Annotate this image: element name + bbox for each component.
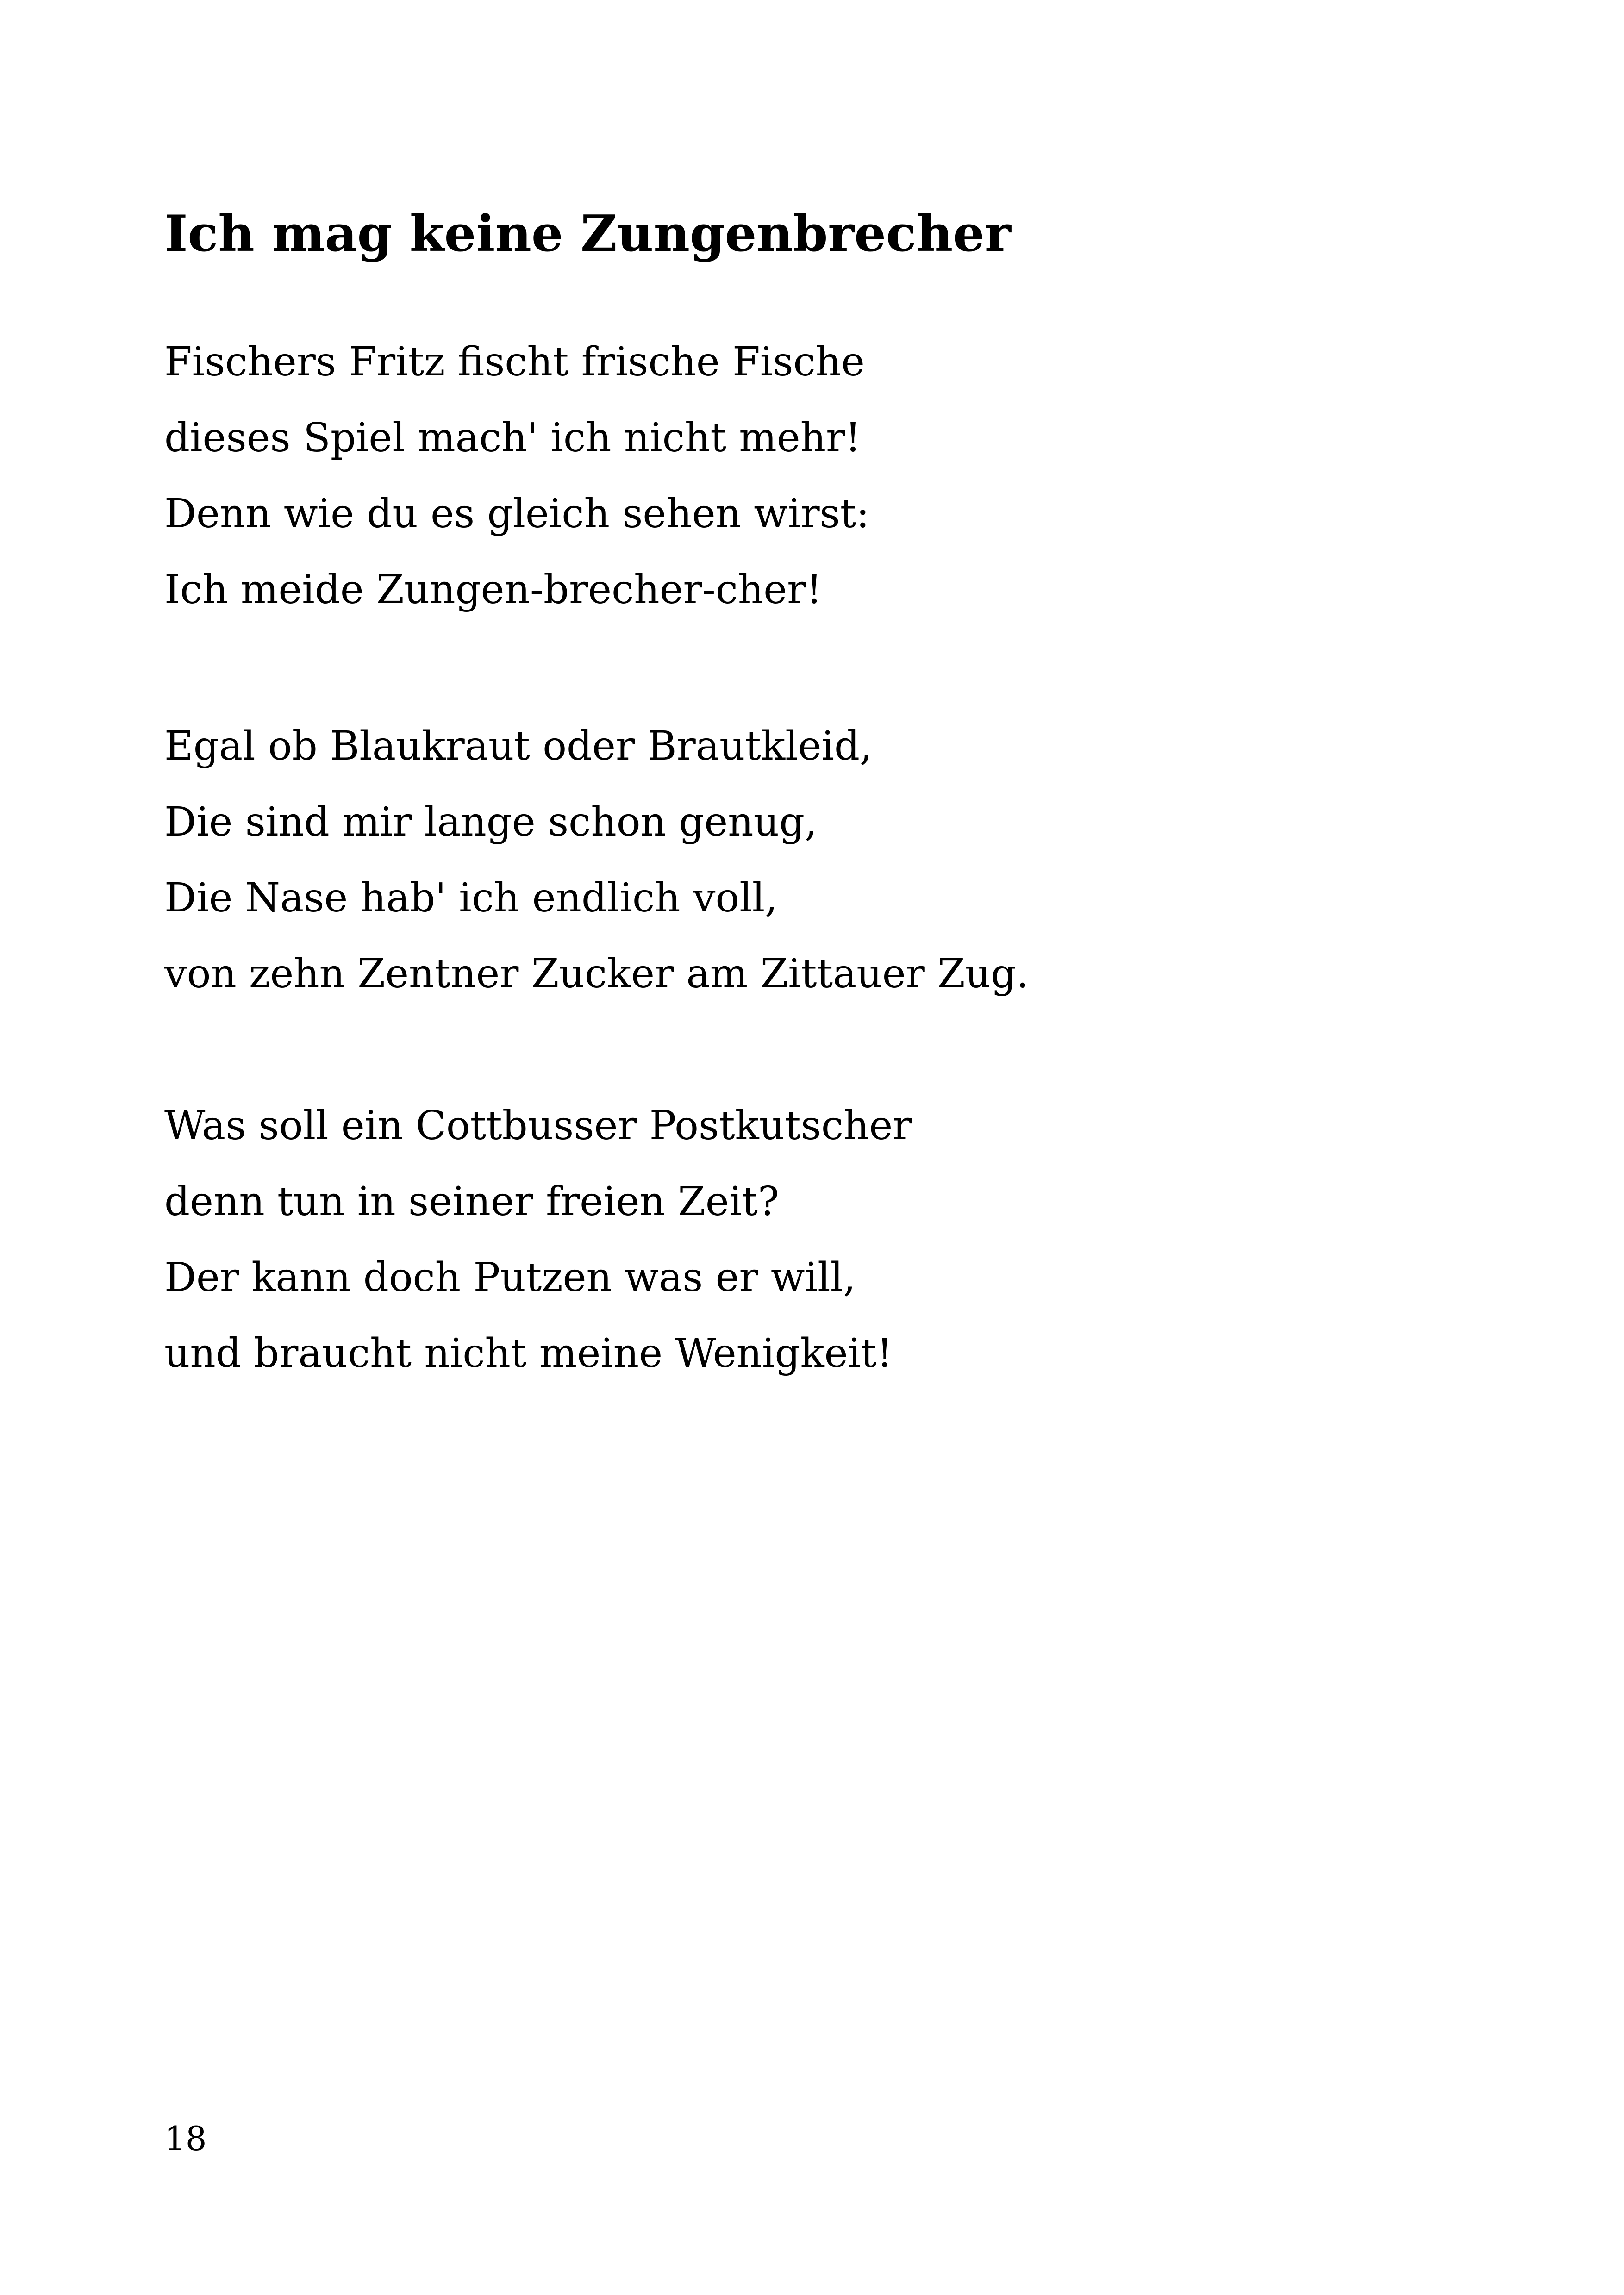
poem-line: Der kann doch Putzen was er will, <box>164 1254 856 1301</box>
stanza-1 <box>164 324 869 628</box>
poem-line: Fischers Fritz fischt frische Fische <box>164 339 865 385</box>
poem-line: Ich meide Zungen-brecher-cher! <box>164 567 822 613</box>
poem-title: Ich mag keine Zungenbrecher <box>164 205 1011 263</box>
poem-line: Die Nase hab' ich endlich voll, <box>164 875 778 921</box>
poem-line: denn tun in seiner freien Zeit? <box>164 1179 780 1225</box>
poem-line: dieses Spiel mach' ich nicht mehr! <box>164 415 861 461</box>
poem-line: und braucht nicht meine Wenigkeit! <box>164 1330 893 1377</box>
poem-line: von zehn Zentner Zucker am Zittauer Zug. <box>164 951 1029 997</box>
page-number: 18 <box>164 2119 207 2158</box>
poem-line: Denn wie du es gleich sehen wirst: <box>164 491 870 537</box>
poem-line: Egal ob Blaukraut oder Brautkleid, <box>164 723 873 769</box>
poem-line: Die sind mir lange schon genug, <box>164 799 818 845</box>
stanza-2 <box>164 708 1029 1012</box>
poem-line: Was soll ein Cottbusser Postkutscher <box>164 1103 912 1149</box>
stanza-3 <box>164 1088 912 1391</box>
